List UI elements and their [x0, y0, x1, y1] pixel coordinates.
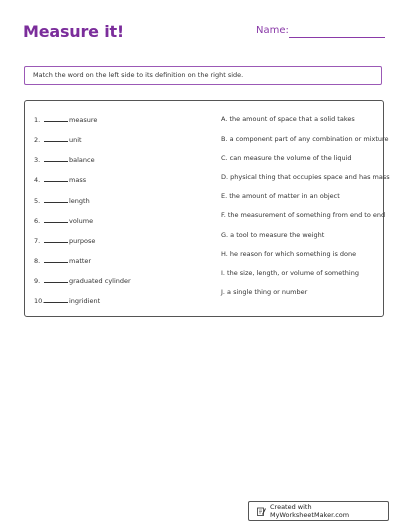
answer-blank[interactable] — [44, 161, 68, 162]
definition-j: J. a single thing or number — [221, 288, 308, 296]
instructions-box — [24, 66, 382, 85]
answer-blank[interactable] — [44, 141, 68, 142]
left-item-10 — [34, 297, 100, 305]
answer-blank[interactable] — [44, 181, 68, 182]
item-word: mass — [69, 176, 87, 184]
left-item-8 — [34, 257, 91, 265]
definition-g: G. a tool to measure the weight — [221, 231, 325, 239]
item-word: ingridient — [69, 297, 101, 305]
matching-panel — [24, 100, 390, 317]
worksheet-maker-logo-icon — [257, 507, 266, 516]
left-item-5 — [34, 197, 90, 205]
definition-a: A. the amount of space that a solid takes — [221, 115, 355, 123]
item-number: 1. — [34, 116, 41, 124]
item-word: length — [69, 197, 90, 205]
worksheet-title: Measure it! — [23, 22, 125, 41]
answer-blank[interactable] — [44, 282, 68, 283]
definition-i: I. the size, length, or volume of something — [221, 269, 359, 277]
item-word: volume — [69, 217, 94, 225]
item-number: 2. — [34, 136, 41, 144]
definition-d: D. physical thing that occupies space and has mass — [221, 173, 390, 181]
instructions-text: Match the word on the left side to its definition on the right side. — [33, 71, 244, 79]
name-field[interactable] — [256, 25, 385, 39]
left-item-1 — [34, 116, 97, 124]
item-word: balance — [69, 156, 95, 164]
item-number: 3. — [34, 156, 41, 164]
item-number: 6. — [34, 217, 41, 225]
left-item-6 — [34, 217, 93, 225]
item-number: 8. — [34, 257, 41, 265]
answer-blank[interactable] — [44, 222, 68, 223]
left-item-4 — [34, 176, 86, 184]
item-number: 10. — [34, 297, 45, 305]
item-number: 7. — [34, 237, 41, 245]
definition-h: H. he reason for which something is done — [221, 250, 357, 258]
answer-blank[interactable] — [44, 121, 68, 122]
definition-e: E. the amount of matter in an object — [221, 192, 340, 200]
item-word: unit — [69, 136, 82, 144]
answer-blank[interactable] — [44, 202, 68, 203]
item-word: purpose — [69, 237, 96, 245]
definition-b: B. a component part of any combination or mixture — [221, 135, 389, 143]
footer-text: Created with MyWorksheetMaker.com — [270, 503, 350, 519]
answer-blank[interactable] — [44, 262, 68, 263]
left-item-3 — [34, 156, 95, 164]
left-item-9 — [34, 277, 131, 285]
left-item-2 — [34, 136, 82, 144]
answer-blank[interactable] — [44, 302, 68, 303]
footer-badge[interactable] — [248, 501, 389, 521]
answer-blank[interactable] — [44, 242, 68, 243]
item-number: 4. — [34, 176, 41, 184]
name-label: Name: — [256, 25, 289, 36]
definition-f: F. the measurement of something from end to end — [221, 211, 386, 219]
item-word: matter — [69, 257, 92, 265]
item-word: graduated cylinder — [69, 277, 131, 285]
item-word: measure — [69, 116, 98, 124]
item-number: 5. — [34, 197, 41, 205]
left-item-7 — [34, 237, 95, 245]
name-line[interactable] — [289, 37, 385, 38]
item-number: 9. — [34, 277, 41, 285]
definition-c: C. can measure the volume of the liquid — [221, 154, 352, 162]
